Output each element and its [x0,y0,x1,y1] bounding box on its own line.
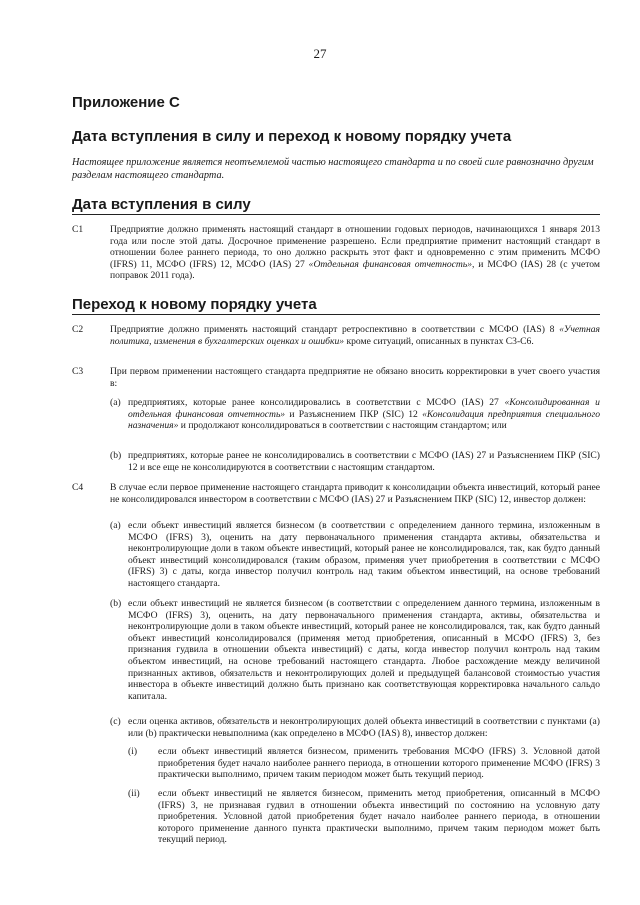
paragraph-c4-item-a [110,520,600,590]
page-number: 27 [313,46,327,61]
subitem-label: (ii) [128,788,140,799]
item-label: (a) [110,520,121,531]
subitem-text: если объект инвестиций является бизнесом, применить требования МСФО (IFRS) 3. Условной датой приобретения будет начало наиболее раннего периода, в отношении которого применение МСФО (IFRS) 3 практически выполнимо, причем таким периодом может быть текущий период. [158,746,600,781]
paragraph-c4-item-c-ii [128,788,600,846]
paragraph-c3 [72,366,600,389]
appendix-label: Приложение С [72,94,180,111]
paragraph-c2 [72,324,600,347]
item-text: если объект инвестиций не является бизнесом (в соответствии с определением данного термина, изложенным в МСФО (IFRS) 3), оценить, на дату первоначального применения стандарта, активы, обязательства и неконтролирующие доли в таком объекте инвестиций, который ранее не консолидировался, так, как будто данный объект инвестиций консолидировался (применяя метод приобретения, описанный в МСФО (IFRS) 3, без признания гудвила в отношении объекта инвестиций) с даты, когда инвестор получил контроль над таким объектом инвестиций, на основе требований настоящего стандарта. Любое расхождение между величиной признанных активов, обязательств и неконтролирующих долей и предыдущей балансовой стоимостью участия инвестора в объекте инвестиций должно быть признано как соответствующая корректировка начального сальдо капитала. [128,598,600,702]
paragraph-c4-item-b [110,598,600,702]
section-heading-transition: Переход к новому порядку учета [72,296,600,315]
item-label: (a) [110,397,121,408]
paragraph-text: В случае если первое применение настоящего стандарта приводит к консолидации объекта инвестиций, который ранее не консолидировался инвестором в соответствии с МСФО (IAS) 27 и Разъяснением ПКР (SIC) 12, инвестор должен: [110,482,600,505]
item-text: предприятиях, которые ранее не консолидировались в соответствии с МСФО (IAS) 27 и Разъяснением ПКР (SIC) 12 и все еще не консолидируются в соответствии с настоящим стандартом. [128,450,600,473]
paragraph-number: C3 [72,366,84,377]
paragraph-c4 [72,482,600,505]
paragraph-number: C1 [72,224,84,235]
paragraph-c4-item-c-i [128,746,600,781]
item-text: предприятиях, которые ранее консолидировались в соответствии с МСФО (IAS) 27 «Консолидированная и отдельная финансовая отчетность» и Разъяснением ПКР (SIC) 12 «Консолидация предприятия специального назначения» и продолжают консолидироваться в соответствии с настоящим стандартом; или [128,397,600,432]
item-text: если оценка активов, обязательств и неконтролирующих долей объекта инвестиций в соответствии с пунктами (a) или (b) практически невыполнима (как определено в МСФО (IAS) 8), инвестор должен: [128,716,600,739]
paragraph-c3-item-a [110,397,600,432]
section-heading-effective-date: Дата вступления в силу [72,196,600,215]
subitem-text: если объект инвестиций не является бизнесом, применить метод приобретения, описанный в МСФО (IFRS) 3, не признавая гудвил в отношении объекта инвестиций по состоянию на условную дату приобретения. Условной датой приобретения будет начало наиболее раннего периода, в отношении которого применение данного пункта практически выполнимо, причем таким периодом может быть текущий период. [158,788,600,846]
paragraph-c1 [72,224,600,282]
paragraph-text: Предприятие должно применять настоящий стандарт в отношении годовых периодов, начинающихся 1 января 2013 года или после этой даты. Досрочное применение разрешено. Если предприятие применит настоящий стандарт в отношении более раннего периода, то оно должно раскрыть этот факт и одновременно с этим применить МСФО (IFRS) 11, МСФО (IFRS) 12, МСФО (IAS) 27 «Отдельная финансовая отчетность», и МСФО (IAS) 28 (с учетом поправок 2011 года). [110,224,600,282]
item-label: (c) [110,716,121,727]
paragraph-c4-item-c [110,716,600,739]
item-text: если объект инвестиций является бизнесом (в соответствии с определением данного термина, изложенным в МСФО (IFRS) 3), оценить на дату первоначального применения стандарта активы, обязательства и неконтролирующие доли в таком объекте инвестиций, который ранее не консолидировался, так, как будто данный объект инвестиций консолидировался (таким образом, применяя учет приобретения в соответствии с МСФО (IFRS) 3) с даты, когда инвестор получил контроль над таким объектом инвестиций, на основе требований настоящего стандарта. [128,520,600,589]
paragraph-text: При первом применении настоящего стандарта предприятие не обязано вносить корректировки в учет своего участия в: [110,366,600,389]
subitem-label: (i) [128,746,138,757]
paragraph-c3-item-b [110,450,600,473]
appendix-intro: Настоящее приложение является неотъемлемой частью настоящего стандарта и по своей силе равнозначно другим разделам настоящего стандарта. [72,157,594,181]
paragraph-text: Предприятие должно применять настоящий стандарт ретроспективно в соответствии с МСФО (IAS) 8 «Учетная политика, изменения в бухгалтерских оценках и ошибки» кроме ситуаций, описанных в пунктах С3-С6. [110,324,600,347]
paragraph-number: C2 [72,324,84,335]
appendix-title: Дата вступления в силу и переход к новому порядку учета [72,128,512,145]
item-label: (b) [110,598,122,609]
paragraph-number: C4 [72,482,84,493]
item-label: (b) [110,450,122,461]
